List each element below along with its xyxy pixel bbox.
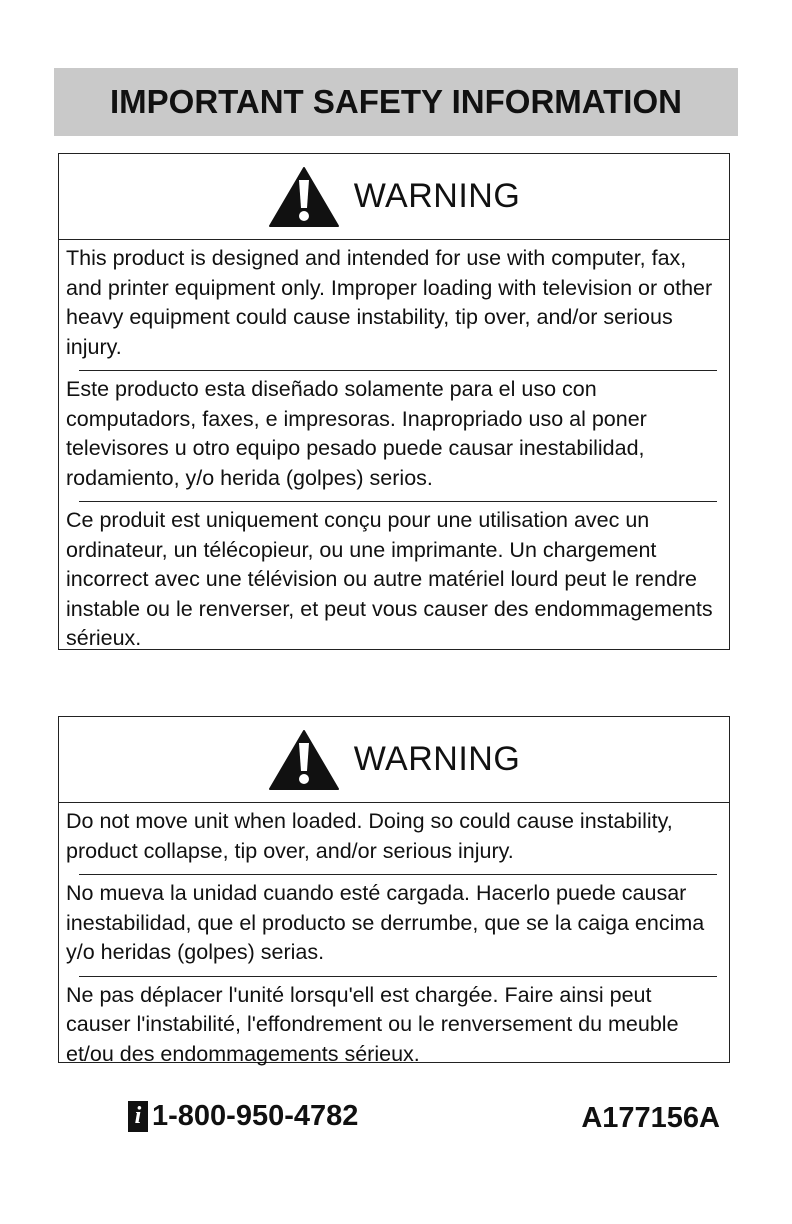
header-band: [54, 68, 738, 136]
warning-text-spanish: Este producto esta diseñado solamente para el uso con computadors, faxes, e impresoras. Inapropriado uso al poner televisores u otro equipo pesado puede causar inestabilidad, rodamiento, y/o herida (golpes) serios.: [66, 377, 647, 490]
warning-box-1: [58, 153, 730, 650]
warning-box-2: [58, 716, 730, 1066]
warning-header: [59, 154, 729, 240]
warning-text-french: Ce produit est uniquement conçu pour une utilisation avec un ordinateur, un télécopieur, ou une imprimante. Un chargement incorrect avec une télévision ou autre matériel lourd peut le rendre instable ou le renverser, et peut vous causer des endommagements sérieux.: [66, 508, 713, 650]
phone-info: [128, 1100, 358, 1133]
page-title: IMPORTANT SAFETY INFORMATION: [110, 83, 682, 120]
warning-triangle-icon: [268, 166, 340, 228]
warning-title: WARNING: [353, 740, 521, 778]
warning-triangle-icon: [268, 729, 340, 791]
warning-text-english: Do not move unit when loaded. Doing so could cause instability, product collapse, tip over, and/or serious injury.: [66, 809, 673, 863]
warning-title: WARNING: [353, 177, 521, 215]
warning-text-french: Ne pas déplacer l'unité lorsqu'ell est chargée. Faire ainsi peut causer l'instabilité, l'effondrement ou le renversement du meuble et/ou des endommagements sérieux.: [66, 982, 679, 1066]
warning-header: [59, 717, 729, 803]
phone-number: 1-800-950-4782: [152, 1100, 359, 1132]
footer: [0, 1100, 792, 1140]
part-number: A177156A: [581, 1102, 720, 1134]
warning-text-spanish: No mueva la unidad cuando esté cargada. Hacerlo puede causar inestabilidad, que el producto se derrumbe, que se la caiga encima y/o heridas (golpes) serias.: [66, 881, 705, 964]
info-icon: i: [128, 1101, 148, 1132]
warning-text-english: This product is designed and intended for use with computer, fax, and printer equipment only. Improper loading with television or other heavy equipment could cause instability, tip over, and/or serious injury.: [66, 246, 713, 359]
